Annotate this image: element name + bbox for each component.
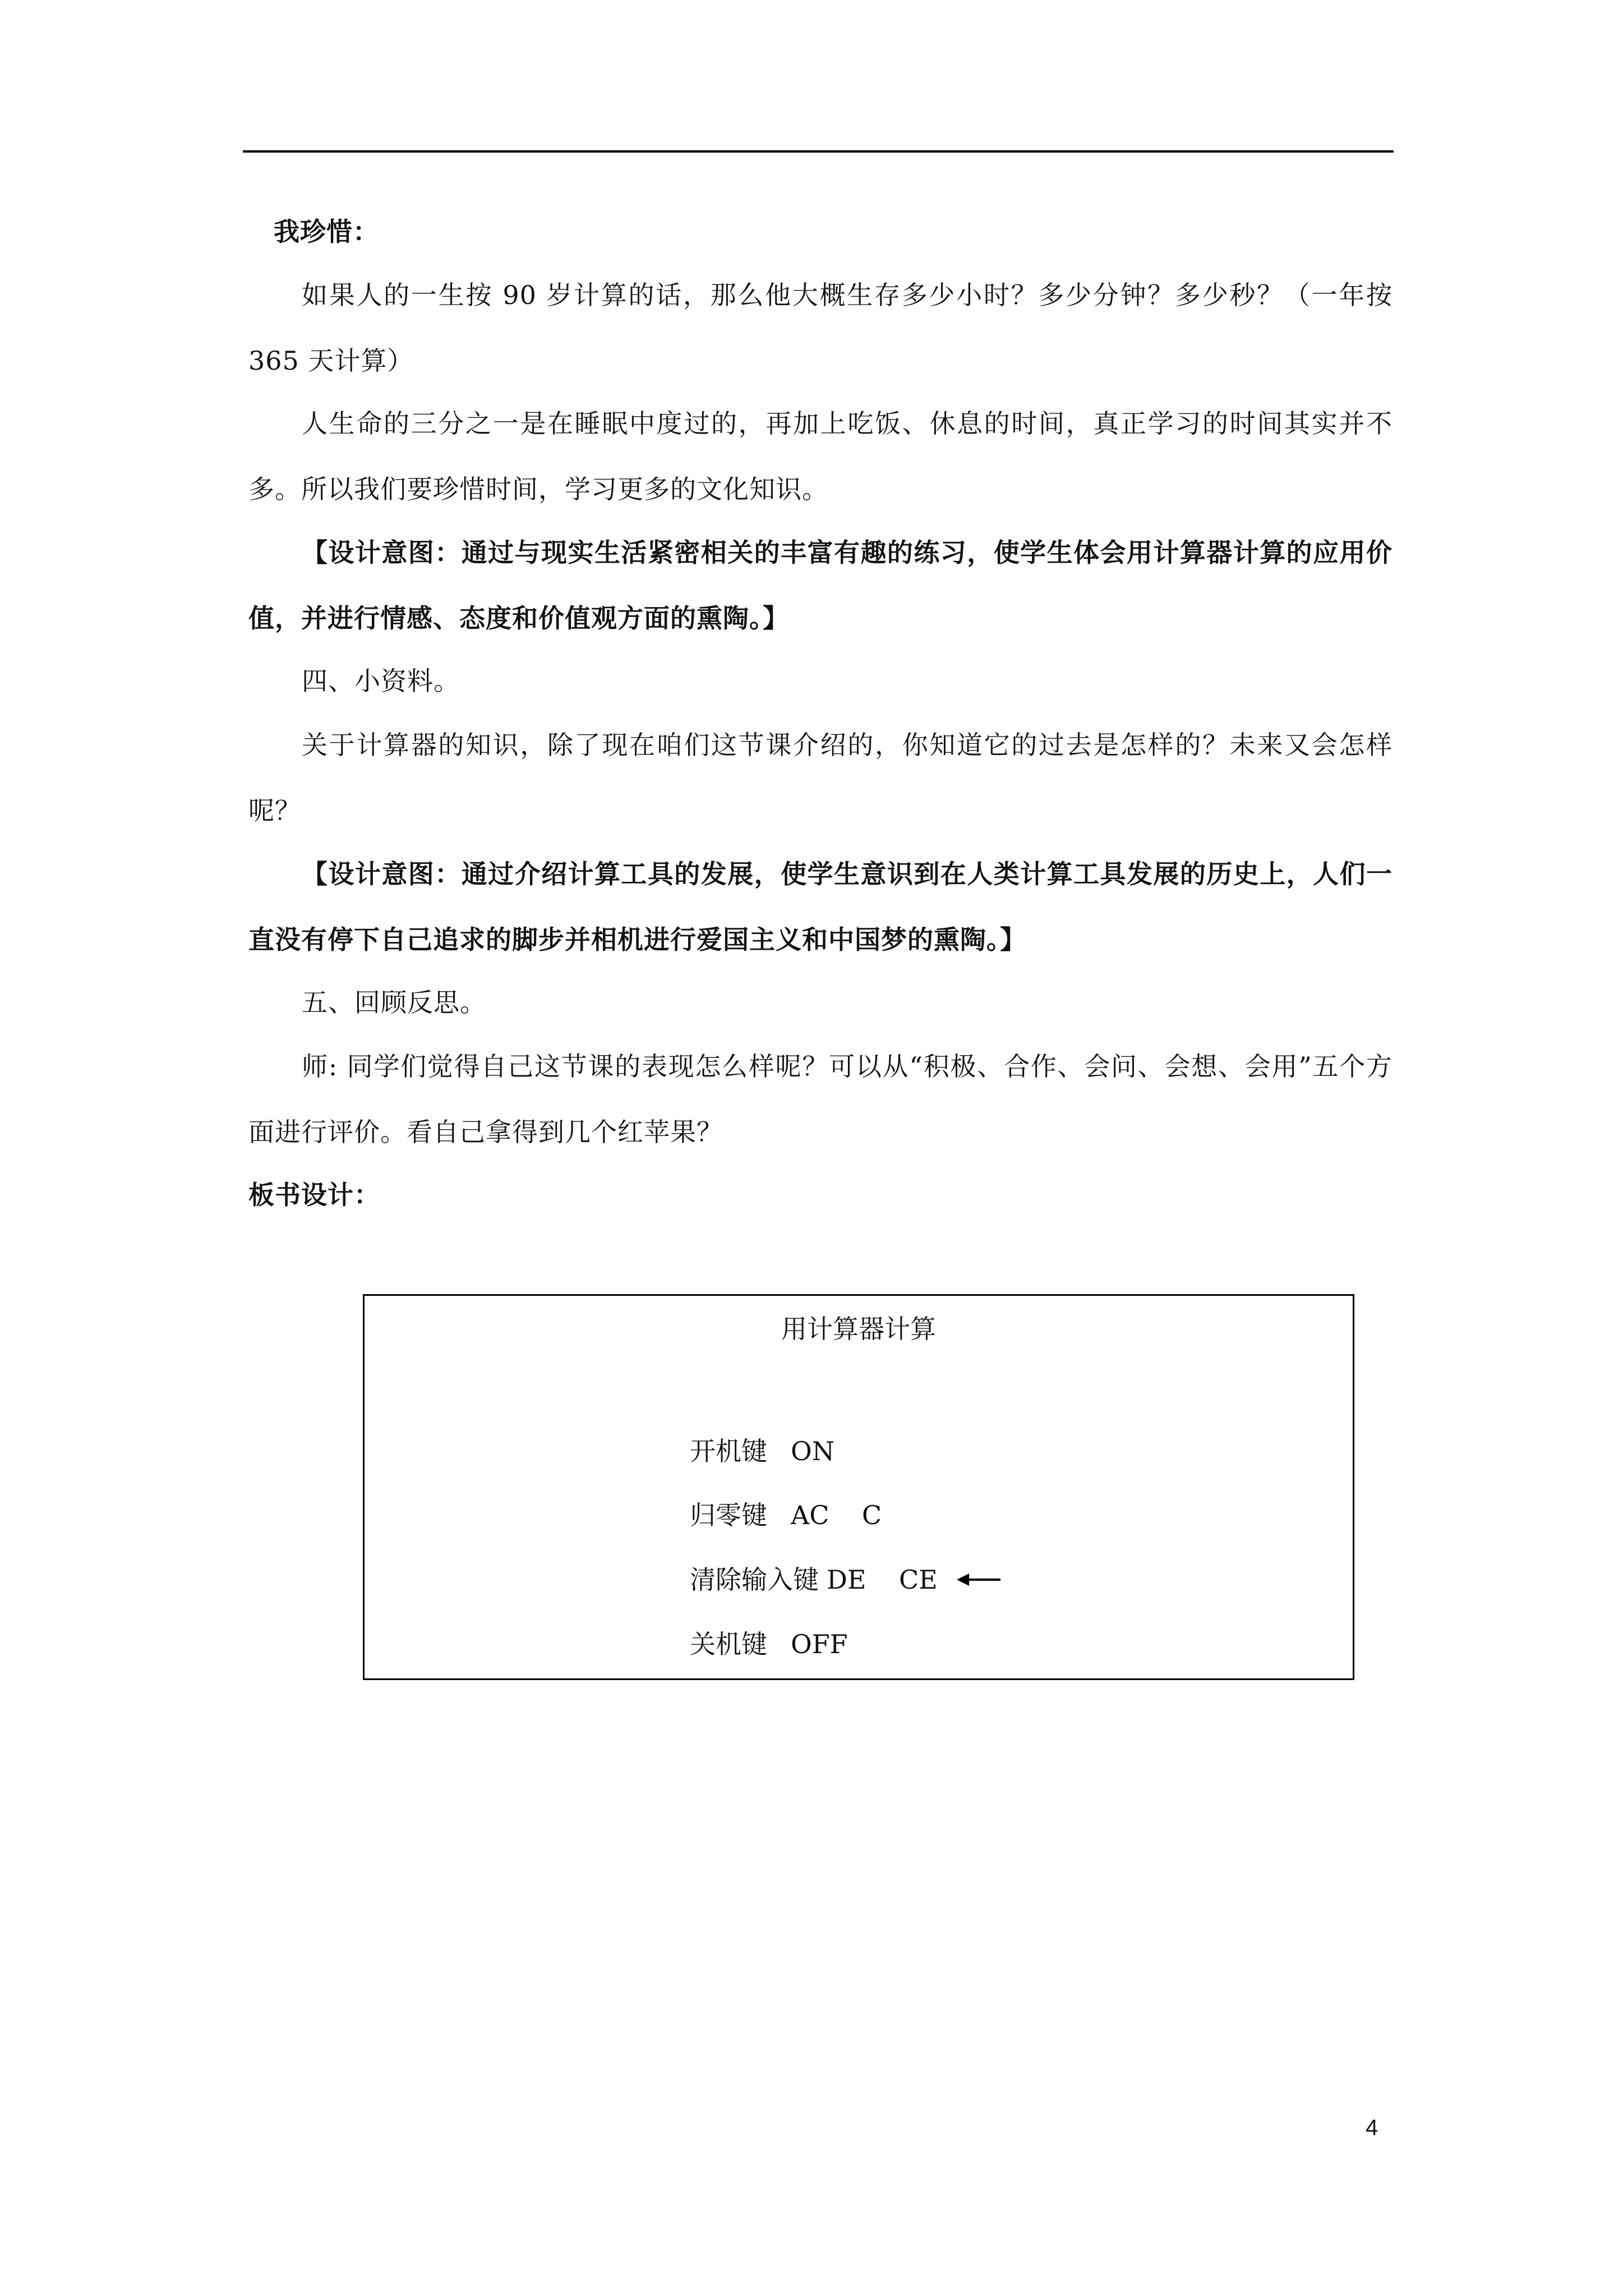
design-intent-2: 【设计意图：通过介绍计算工具的发展，使学生意识到在人类计算工具发展的历史上，人们一直没有停下自己追求的脚步并相机进行爱国主义和中国梦的熏陶。】 bbox=[248, 859, 1393, 955]
paragraph-self-evaluation: 师: 同学们觉得自己这节课的表现怎么样呢？可以从“积极、合作、会问、会想、会用”五个方面进行评价。看自己拿得到几个红苹果？ bbox=[248, 1051, 1393, 1147]
key-code: DE CE bbox=[827, 1565, 938, 1595]
page-number: 4 bbox=[1366, 2115, 1378, 2140]
header-rule bbox=[243, 150, 1394, 153]
section-4-title: 四、小资料。 bbox=[302, 666, 460, 696]
board-row-power-on bbox=[690, 1432, 834, 1471]
paragraph-lifetime-question: 如果人的一生按 90 岁计算的话，那么他大概生存多少小时？多少分钟？多少秒？（一年按 365 天计算） bbox=[248, 280, 1393, 376]
design-intent-1: 【设计意图：通过与现实生活紧密相关的丰富有趣的练习，使学生体会用计算器计算的应用价值，并进行情感、态度和价值观方面的熏陶。】 bbox=[248, 537, 1393, 633]
board-design-heading: 板书设计： bbox=[248, 1180, 380, 1210]
key-label: 开机键 bbox=[690, 1436, 767, 1466]
key-code: OFF bbox=[791, 1629, 848, 1659]
paragraph-calculator-history: 关于计算器的知识，除了现在咱们这节课介绍的，你知道它的过去是怎样的？未来又会怎样呢？ bbox=[248, 730, 1393, 826]
board-design-box bbox=[363, 1294, 1354, 1680]
section-5-title: 五、回顾反思。 bbox=[302, 987, 486, 1018]
section-heading: 我珍惜： bbox=[274, 217, 379, 247]
board-row-reset bbox=[690, 1496, 882, 1535]
board-row-power-off bbox=[690, 1625, 848, 1664]
left-arrow-icon bbox=[957, 1571, 1002, 1588]
key-code: ON bbox=[791, 1436, 834, 1466]
key-label: 清除输入键 bbox=[690, 1565, 819, 1595]
key-code: AC C bbox=[791, 1500, 882, 1530]
paragraph-sleep-time: 人生命的三分之一是在睡眠中度过的，再加上吃饭、休息的时间，真正学习的时间其实并不多。所以我们要珍惜时间，学习更多的文化知识。 bbox=[248, 408, 1393, 504]
key-label: 归零键 bbox=[690, 1500, 767, 1530]
key-label: 关机键 bbox=[690, 1629, 767, 1659]
board-row-clear-entry bbox=[690, 1560, 1002, 1599]
board-title: 用计算器计算 bbox=[781, 1314, 936, 1344]
